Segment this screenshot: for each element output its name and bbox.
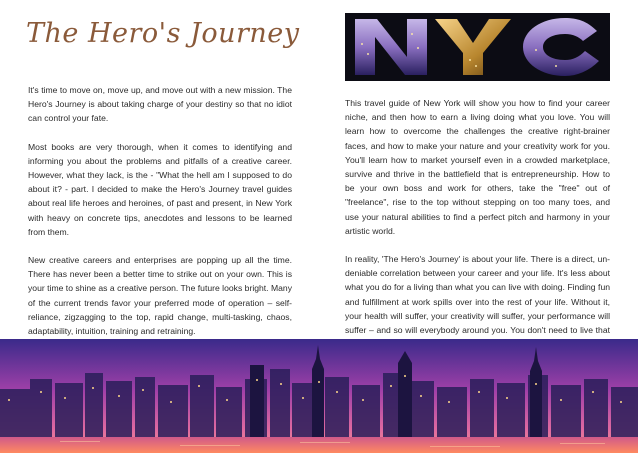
- page-title: The Hero's Journey: [26, 18, 300, 49]
- left-paragraph-2: Most books are very thorough, when it comes to identifying and informing you about the problems and pitfalls of a creative career. However, what they lack, is the - "What the hell am I supposed to do about it? - part. I decided to make the Hero's Journey travel guides about real life heroes and heroines, of past and present, in New York with heavy on concrete tips, anecdotes and lessons to be learned from them.: [28, 141, 292, 237]
- right-paragraph-1: This travel guide of New York will show you how to find your career niche, and then how to earn a living doing what you love. You will learn how to overcome the challenges the creative right-brainer faces, and how to make your nature and your creativity work for you. You'll learn how to market yourself even in a crowded marketplace, survive and thrive in the battlefield that is entrepreneurship. How to be your own boss and work for others, take the "free" out of "freelance", rise to the top without stepping on too many toes, and use your natural abilities to find a perfect pitch and harmony in your artistic world.: [345, 98, 610, 236]
- city-skyline-image: [0, 339, 638, 453]
- right-text-column: [345, 96, 610, 365]
- left-paragraph-3: New creative careers and enterprises are popping up all the time. There has never been a better time to strike out on your own. This is your time to shine as a creative person. The future looks bright. Many of the current trends favor your preferred mode of operation – self-reliance, zigzagging to the top, rapid change, multi-tasking, chaos, adaptability, intuition, training and retraining.: [28, 255, 292, 337]
- left-text-column: [28, 83, 292, 352]
- nyc-logo-image: [345, 13, 610, 81]
- right-paragraph-2: In reality, 'The Hero's Journey' is about your life. There is a direct, un-deniable correlation between your career and your life. It's less about what you do for a living than what you can live with doing. Finding fun and fulfillment at work spills over into the rest of your life. Without it, your health will suffer, your creativity will suffer, your performance will suffer – and so will everybody around you. You don't need to live that: [345, 254, 610, 336]
- left-paragraph-1: It's time to move on, move up, and move out with a new mission. The Hero's Journey is about taking charge of your destiny so that no idiot can control your fate.: [28, 85, 292, 124]
